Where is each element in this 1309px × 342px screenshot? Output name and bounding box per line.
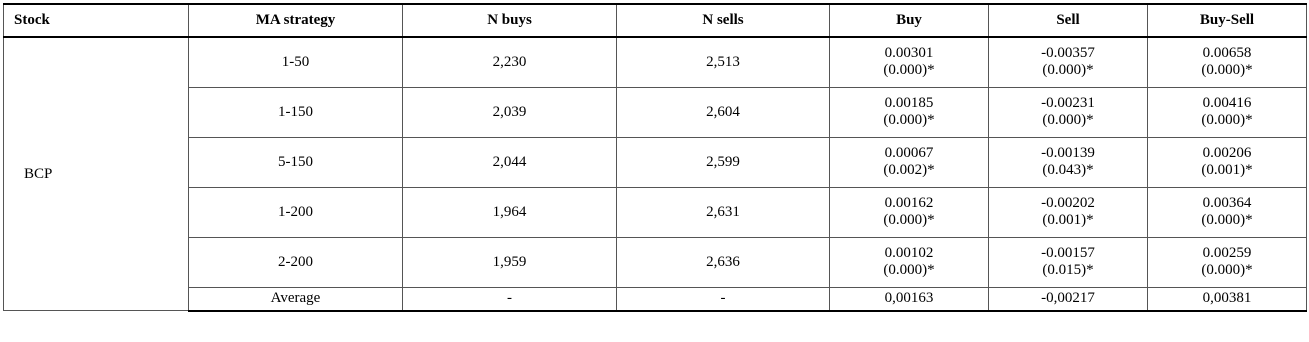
table-row	[4, 37, 1307, 87]
buy-sell-cell	[1148, 187, 1307, 237]
buy-sell-cell	[1148, 237, 1307, 287]
sell-cell	[989, 87, 1148, 137]
buy-sell-cell	[1148, 87, 1307, 137]
buy-sell-value: 0.00259	[1202, 245, 1252, 261]
sell-pvalue: (0.015)*	[1042, 262, 1094, 278]
buy-value: 0.00102	[884, 245, 934, 261]
n-buys-cell: 2,044	[403, 137, 617, 187]
n-sells-cell: 2,636	[617, 237, 830, 287]
header-buy: Buy	[830, 4, 989, 37]
buy-value: 0.00067	[884, 145, 934, 161]
ma-strategy-cell: 1-150	[189, 87, 403, 137]
sell-cell	[989, 37, 1148, 87]
stock-cell: BCP	[4, 37, 189, 311]
table-row	[4, 137, 1307, 187]
table-row	[4, 87, 1307, 137]
buy-sell-pvalue: (0.000)*	[1201, 112, 1253, 128]
header-buy-sell: Buy-Sell	[1148, 4, 1307, 37]
buy-cell	[830, 87, 989, 137]
header-ma-strategy: MA strategy	[189, 4, 403, 37]
n-sells-cell: 2,599	[617, 137, 830, 187]
header-n-buys: N buys	[403, 4, 617, 37]
sell-pvalue: (0.000)*	[1042, 112, 1094, 128]
sell-value: -0.00231	[1041, 95, 1095, 111]
buy-sell-value: 0.00658	[1202, 45, 1252, 62]
buy-pvalue: (0.000)*	[883, 212, 935, 228]
buy-pvalue: (0.000)*	[883, 262, 935, 278]
average-buy-sell: 0,00381	[1148, 287, 1307, 311]
buy-pvalue: (0.000)*	[883, 62, 935, 79]
buy-pvalue: (0.000)*	[883, 112, 935, 128]
average-sell: -0,00217	[989, 287, 1148, 311]
average-row	[4, 287, 1307, 311]
n-sells-cell: 2,513	[617, 37, 830, 87]
table-row	[4, 237, 1307, 287]
header-n-sells: N sells	[617, 4, 830, 37]
ma-strategy-results-table	[3, 3, 1307, 312]
sell-cell	[989, 137, 1148, 187]
buy-value: 0.00162	[884, 195, 934, 211]
buy-sell-cell	[1148, 37, 1307, 87]
sell-value: -0.00357	[1041, 45, 1095, 62]
sell-pvalue: (0.000)*	[1042, 62, 1094, 79]
ma-strategy-cell: 5-150	[189, 137, 403, 187]
n-buys-cell: 2,230	[403, 37, 617, 87]
buy-value: 0.00185	[884, 95, 934, 111]
sell-pvalue: (0.043)*	[1042, 162, 1094, 178]
buy-cell	[830, 137, 989, 187]
buy-cell	[830, 237, 989, 287]
buy-sell-value: 0.00364	[1202, 195, 1252, 211]
buy-cell	[830, 187, 989, 237]
sell-value: -0.00202	[1041, 195, 1095, 211]
sell-value: -0.00157	[1041, 245, 1095, 261]
n-sells-cell: 2,604	[617, 87, 830, 137]
buy-sell-pvalue: (0.000)*	[1201, 262, 1253, 278]
ma-strategy-cell: 1-200	[189, 187, 403, 237]
header-sell: Sell	[989, 4, 1148, 37]
average-buy: 0,00163	[830, 287, 989, 311]
buy-sell-value: 0.00416	[1202, 95, 1252, 111]
average-n-sells: -	[617, 287, 830, 311]
buy-sell-pvalue: (0.001)*	[1201, 162, 1253, 178]
buy-value: 0.00301	[884, 45, 934, 62]
sell-cell	[989, 187, 1148, 237]
buy-sell-cell	[1148, 137, 1307, 187]
buy-sell-value: 0.00206	[1202, 145, 1252, 161]
buy-pvalue: (0.002)*	[883, 162, 935, 178]
header-stock: Stock	[4, 4, 189, 37]
buy-cell	[830, 37, 989, 87]
table-row	[4, 187, 1307, 237]
n-buys-cell: 2,039	[403, 87, 617, 137]
sell-value: -0.00139	[1041, 145, 1095, 161]
ma-strategy-cell: 2-200	[189, 237, 403, 287]
header-row	[4, 4, 1307, 37]
buy-sell-pvalue: (0.000)*	[1201, 212, 1253, 228]
average-n-buys: -	[403, 287, 617, 311]
ma-strategy-cell: 1-50	[189, 37, 403, 87]
n-sells-cell: 2,631	[617, 187, 830, 237]
buy-sell-pvalue: (0.000)*	[1201, 62, 1253, 79]
average-label: Average	[189, 287, 403, 311]
sell-pvalue: (0.001)*	[1042, 212, 1094, 228]
sell-cell	[989, 237, 1148, 287]
n-buys-cell: 1,959	[403, 237, 617, 287]
n-buys-cell: 1,964	[403, 187, 617, 237]
